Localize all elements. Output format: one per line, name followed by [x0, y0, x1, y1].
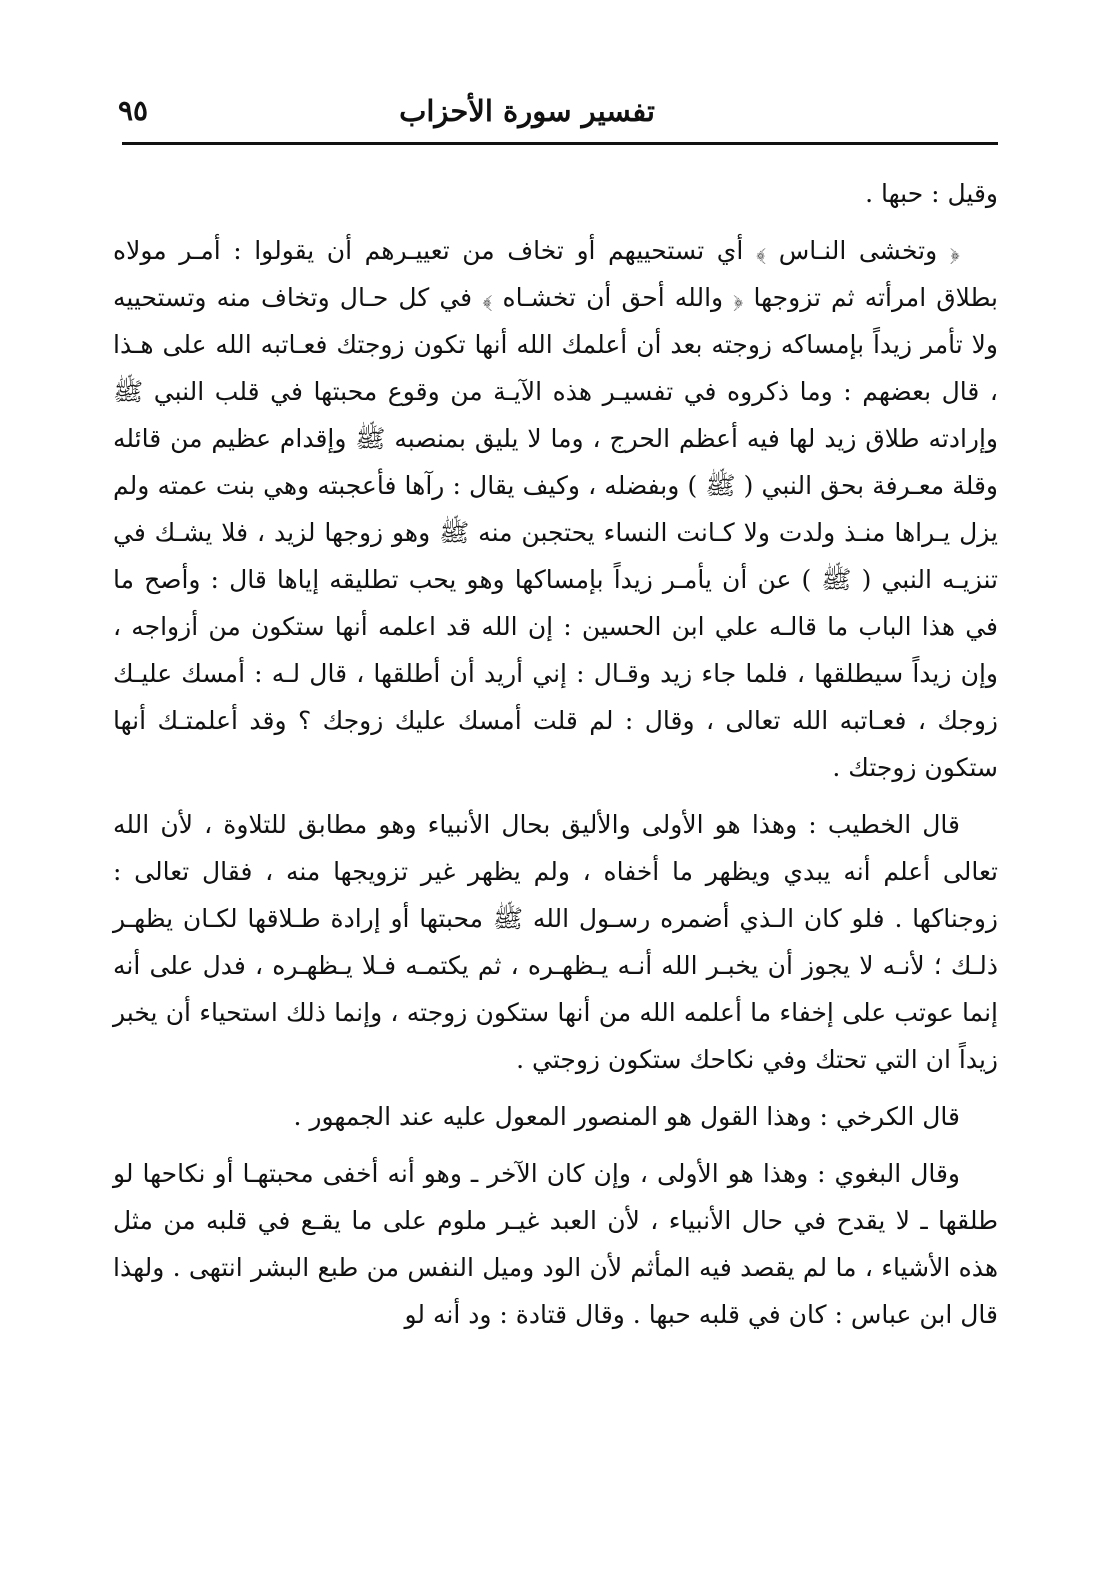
paragraph-3: قال الخطيب : وهذا هو الأولى والأليق بحال الأنبياء وهو مطابق للتلاوة ، لأن الله تعالى أعلم أنه يبدي ويظهر ما أخفاه ، ولم يظهر غير تزويجها منه ، فقال تعالى : زوجناكها . فلو كان الـذي أضمره رسـول الله ﷺ محبتها أو إرادة طـلاقها لكـان يظهـر ذلـك ؛ لأنـه لا يجوز أن يخبـر الله أنـه يـظهـره ، ثم يكتمـه فـلا يـظهـره ، فدل على أنه إنما عوتب على إخفاء ما أعلمه الله من أنها ستكون زوجته ، وإنما ذلك استحياء أن يخبر زيداً ان التي تحتك وفي نكاحك ستكون زوجتي .	[113, 810, 998, 1074]
page-number: ٩٥	[118, 94, 149, 127]
paragraph-2: ﴿ وتخشى النـاس ﴾ أي تستحييهم أو تخاف من تعييـرهم أن يقولوا : أمـر مولاه بطلاق امرأته ثم تزوجها ﴿ والله أحق أن تخشـاه ﴾ في كل حـال وتخاف منه وتستحييه ولا تأمر زيداً بإمساكه زوجته بعد أن أعلمك الله أنها تكون زوجتك فعـاتبه الله على هـذا ، قال بعضهم : وما ذكروه في تفسيـر هذه الآيـة من وقوع محبتها في قلب النبي ﷺ وإرادته طلاق زيد لها فيه أعظم الحرج ، وما لا يليق بمنصبه ﷺ وإقدام عظيم من قائله وقلة معـرفة بحق النبي ( ﷺ ) وبفضله ، وكيف يقال : رآها فأعجبته وهي بنت عمته ولم يزل يـراها منـذ ولدت ولا كـانت النساء يحتجبن منه ﷺ وهو زوجها لزيد ، فلا يشـك في تنزيـه النبي ( ﷺ ) عن أن يأمـر زيداً بإمساكها وهو يحب تطليقه إياها قال : وأصح ما في هذا الباب ما قالـه علي ابن الحسين : إن الله قد اعلمه أنها ستكون من أزواجه ، وإن زيداً سيطلقها ، فلما جاء زيد وقـال : إني أريد أن أطلقها ، قال لـه : أمسك عليـك زوجك ، فعـاتبه الله تعالى ، وقال : لم قلت أمسك عليك زوجك ؟ وقد أعلمتـك أنها ستكون زوجتك .	[113, 236, 998, 782]
paragraph-1: وقيل : حبها .	[865, 179, 998, 208]
page-header	[118, 88, 985, 138]
paragraph-5: وقال البغوي : وهذا هو الأولى ، وإن كان الآخر ـ وهو أنه أخفى محبتهـا أو نكاحها لو طلقها ـ لا يقدح في حال الأنبياء ، لأن العبد غيـر ملوم على ما يقـع في قلبه من مثل هذه الأشياء ، ما لم يقصد فيه المأثم لأن الود وميل النفس من طبع البشر انتهى . ولهذا قال ابن عباس : كان في قلبه حبها . وقال قتادة : ود أنه لو	[113, 1159, 998, 1329]
page-body	[113, 170, 998, 1348]
header-rule	[122, 142, 998, 145]
paragraph-4: قال الكرخي : وهذا القول هو المنصور المعول عليه عند الجمهور .	[293, 1102, 960, 1131]
running-title: تفسير سورة الأحزاب	[399, 94, 655, 128]
